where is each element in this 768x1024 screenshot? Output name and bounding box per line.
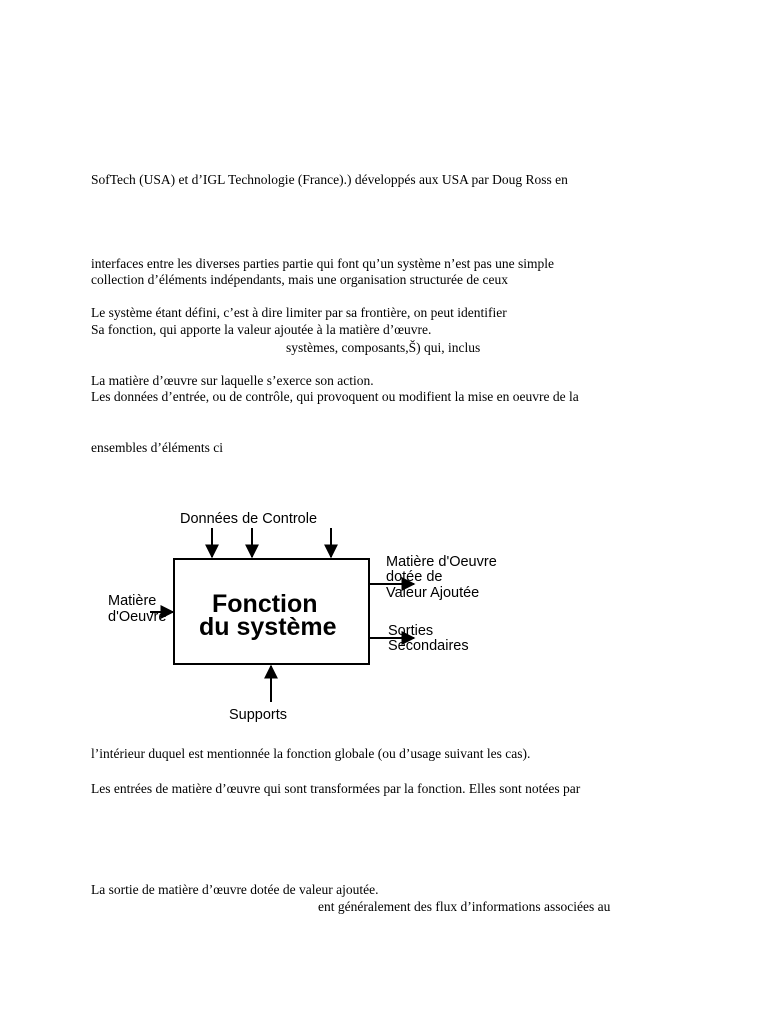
text-line-6: systèmes, composants,Š) qui, inclus [286,340,481,355]
text-line-11: Les entrées de matière d’œuvre qui sont transformées par la fonction. Elles sont notées par [91,781,581,796]
secondary-output-label-line-2: Secondaires [388,638,469,654]
text-line-2: interfaces entre les diverses parties partie qui font qu’un système n’est pas une simple [91,256,554,271]
text-line-4: Le système étant défini, c’est à dire limiter par sa frontière, on peut identifier [91,305,507,320]
text-line-5: Sa fonction, qui apporte la valeur ajoutée à la matière d’œuvre. [91,322,432,337]
input-label-line-2: d'Oeuvre [108,609,167,625]
text-line-8: Les données d’entrée, ou de contrôle, qui provoquent ou modifient la mise en oeuvre de la [91,389,579,404]
text-line-10: l’intérieur duquel est mentionnée la fonction globale (ou d’usage suivant les cas). [91,746,531,761]
text-line-7: La matière d’œuvre sur laquelle s’exerce son action. [91,373,374,388]
control-data-label: Données de Controle [180,511,318,527]
main-output-label-line-2: dotée de [386,569,443,585]
text-line-13: ent généralement des flux d’informations associées au [318,899,611,914]
support-label: Supports [229,707,288,723]
secondary-output-label-line-1: Sorties [388,623,434,639]
function-box-title-line-1: Fonction [212,590,318,618]
input-label-line-1: Matière [108,593,157,609]
text-line-12: La sortie de matière d’œuvre dotée de valeur ajoutée. [91,882,379,897]
text-line-3: collection d’éléments indépendants, mais une organisation structurée de ceux [91,272,508,287]
main-output-label-line-1: Matière d'Oeuvre [386,554,497,570]
main-output-label-line-3: Valeur Ajoutée [386,585,480,601]
text-line-1: SofTech (USA) et d’IGL Technologie (France).) développés aux USA par Doug Ross en [91,172,568,187]
text-line-9: ensembles d’éléments ci [91,440,223,455]
function-box-title-line-2: du système [199,613,337,641]
system-function-diagram [100,500,540,735]
